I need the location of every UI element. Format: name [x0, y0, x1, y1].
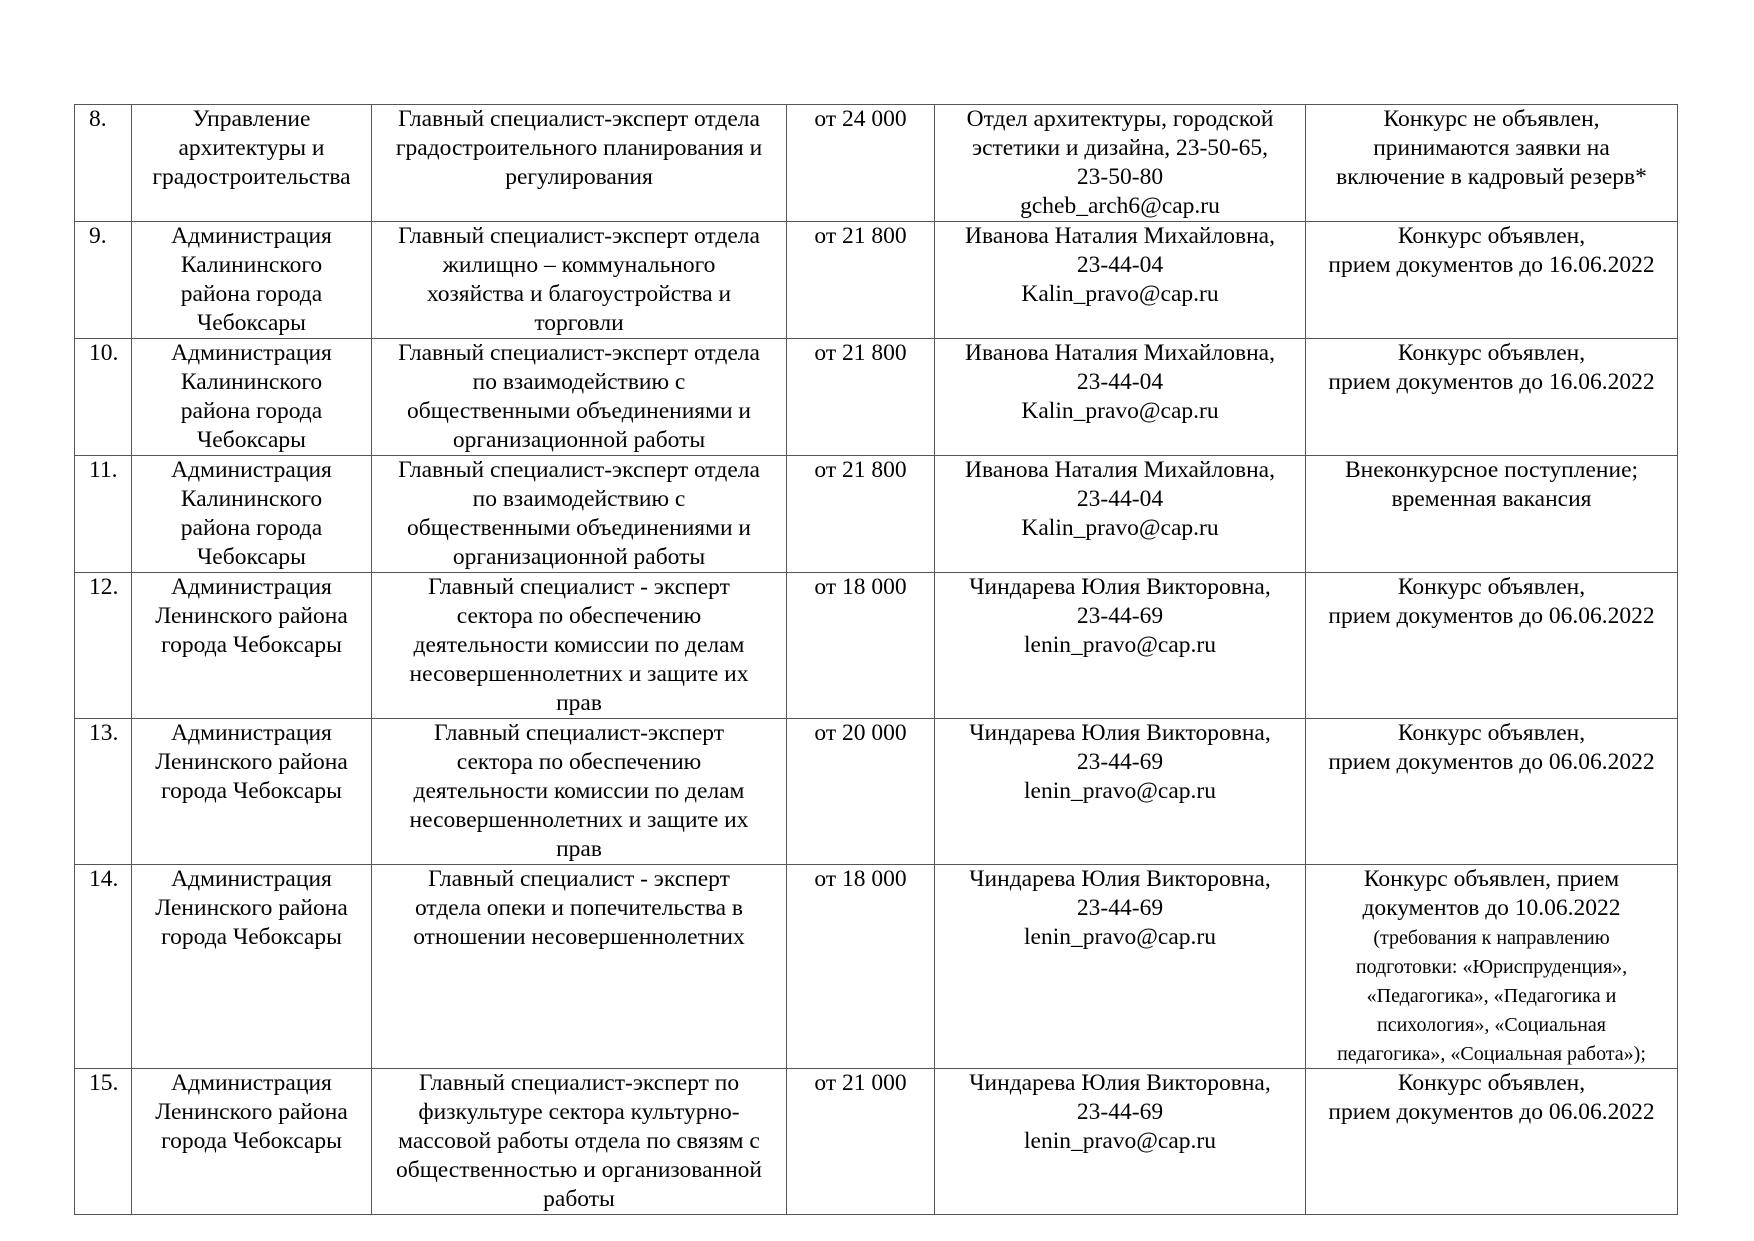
contact-cell: Чиндарева Юлия Викторовна, 23-44-69 lenin_pravo@cap.ru [935, 865, 1306, 1069]
table-row [75, 105, 1678, 222]
status-text: Конкурс не объявлен, принимаются заявки на включение в кадровый резерв* [1336, 106, 1647, 190]
organization-cell: Администрация Ленинского района города Чебоксары [132, 573, 372, 719]
vacancies-table-body [75, 105, 1678, 1215]
status-text: Конкурс объявлен, прием документов до 06.06.2022 [1328, 720, 1655, 775]
salary-cell: от 21 800 [787, 456, 935, 573]
contact-cell: Иванова Наталия Михайловна, 23-44-04 Kalin_pravo@cap.ru [935, 222, 1306, 339]
row-number: 14. [75, 865, 132, 1069]
status-text: Конкурс объявлен, прием документов до 10.06.2022 [1362, 866, 1621, 921]
table-row [75, 222, 1678, 339]
row-number: 13. [75, 719, 132, 865]
contact-cell: Чиндарева Юлия Викторовна, 23-44-69 lenin_pravo@cap.ru [935, 719, 1306, 865]
position-cell: Главный специалист-эксперт отдела градостроительного планирования и регулирования [372, 105, 787, 222]
position-cell: Главный специалист-эксперт отдела жилищно – коммунального хозяйства и благоустройства и торговли [372, 222, 787, 339]
status-text: Конкурс объявлен, прием документов до 16.06.2022 [1328, 223, 1655, 278]
table-row [75, 339, 1678, 456]
organization-cell: Администрация Ленинского района города Чебоксары [132, 719, 372, 865]
status-cell [1306, 456, 1678, 573]
table-row [75, 1069, 1678, 1215]
organization-cell: Администрация Калининского района города Чебоксары [132, 456, 372, 573]
row-number: 8. [75, 105, 132, 222]
contact-cell: Иванова Наталия Михайловна, 23-44-04 Kalin_pravo@cap.ru [935, 456, 1306, 573]
salary-cell: от 20 000 [787, 719, 935, 865]
table-row [75, 865, 1678, 1069]
position-cell: Главный специалист-эксперт сектора по обеспечению деятельности комиссии по делам несовершеннолетних и защите их прав [372, 719, 787, 865]
status-text: Внеконкурсное поступление; временная вакансия [1344, 457, 1639, 512]
row-number: 15. [75, 1069, 132, 1215]
position-cell: Главный специалист-эксперт отдела по взаимодействию с общественными объединениями и организационной работы [372, 456, 787, 573]
position-cell: Главный специалист - эксперт сектора по обеспечению деятельности комиссии по делам несовершеннолетних и защите их прав [372, 573, 787, 719]
position-cell: Главный специалист-эксперт по физкультуре сектора культурно- массовой работы отдела по связям с общественностью и организованной работы [372, 1069, 787, 1215]
salary-cell: от 24 000 [787, 105, 935, 222]
vacancies-table [74, 104, 1678, 1215]
contact-cell: Чиндарева Юлия Викторовна, 23-44-69 lenin_pravo@cap.ru [935, 573, 1306, 719]
status-cell [1306, 1069, 1678, 1215]
status-cell [1306, 222, 1678, 339]
status-cell [1306, 105, 1678, 222]
status-note: (требования к направлению подготовки: «Юриспруденция», «Педагогика», «Педагогика и психология», «Социальная педагогика», «Социальная работа»); [1337, 927, 1646, 1065]
organization-cell: Администрация Ленинского района города Чебоксары [132, 865, 372, 1069]
salary-cell: от 18 000 [787, 573, 935, 719]
table-row [75, 456, 1678, 573]
status-cell [1306, 573, 1678, 719]
salary-cell: от 18 000 [787, 865, 935, 1069]
row-number: 12. [75, 573, 132, 719]
row-number: 11. [75, 456, 132, 573]
contact-cell: Отдел архитектуры, городской эстетики и дизайна, 23-50-65, 23-50-80 gcheb_arch6@cap.ru [935, 105, 1306, 222]
table-row [75, 573, 1678, 719]
organization-cell: Администрация Ленинского района города Чебоксары [132, 1069, 372, 1215]
status-cell [1306, 865, 1678, 1069]
table-row [75, 719, 1678, 865]
status-text: Конкурс объявлен, прием документов до 06.06.2022 [1328, 574, 1655, 629]
status-text: Конкурс объявлен, прием документов до 06.06.2022 [1328, 1070, 1655, 1125]
status-cell [1306, 719, 1678, 865]
position-cell: Главный специалист-эксперт отдела по взаимодействию с общественными объединениями и организационной работы [372, 339, 787, 456]
contact-cell: Иванова Наталия Михайловна, 23-44-04 Kalin_pravo@cap.ru [935, 339, 1306, 456]
organization-cell: Управление архитектуры и градостроительства [132, 105, 372, 222]
row-number: 9. [75, 222, 132, 339]
salary-cell: от 21 000 [787, 1069, 935, 1215]
salary-cell: от 21 800 [787, 339, 935, 456]
position-cell: Главный специалист - эксперт отдела опеки и попечительства в отношении несовершеннолетних [372, 865, 787, 1069]
status-text: Конкурс объявлен, прием документов до 16.06.2022 [1328, 340, 1655, 395]
row-number: 10. [75, 339, 132, 456]
status-cell [1306, 339, 1678, 456]
contact-cell: Чиндарева Юлия Викторовна, 23-44-69 lenin_pravo@cap.ru [935, 1069, 1306, 1215]
organization-cell: Администрация Калининского района города Чебоксары [132, 339, 372, 456]
organization-cell: Администрация Калининского района города Чебоксары [132, 222, 372, 339]
salary-cell: от 21 800 [787, 222, 935, 339]
